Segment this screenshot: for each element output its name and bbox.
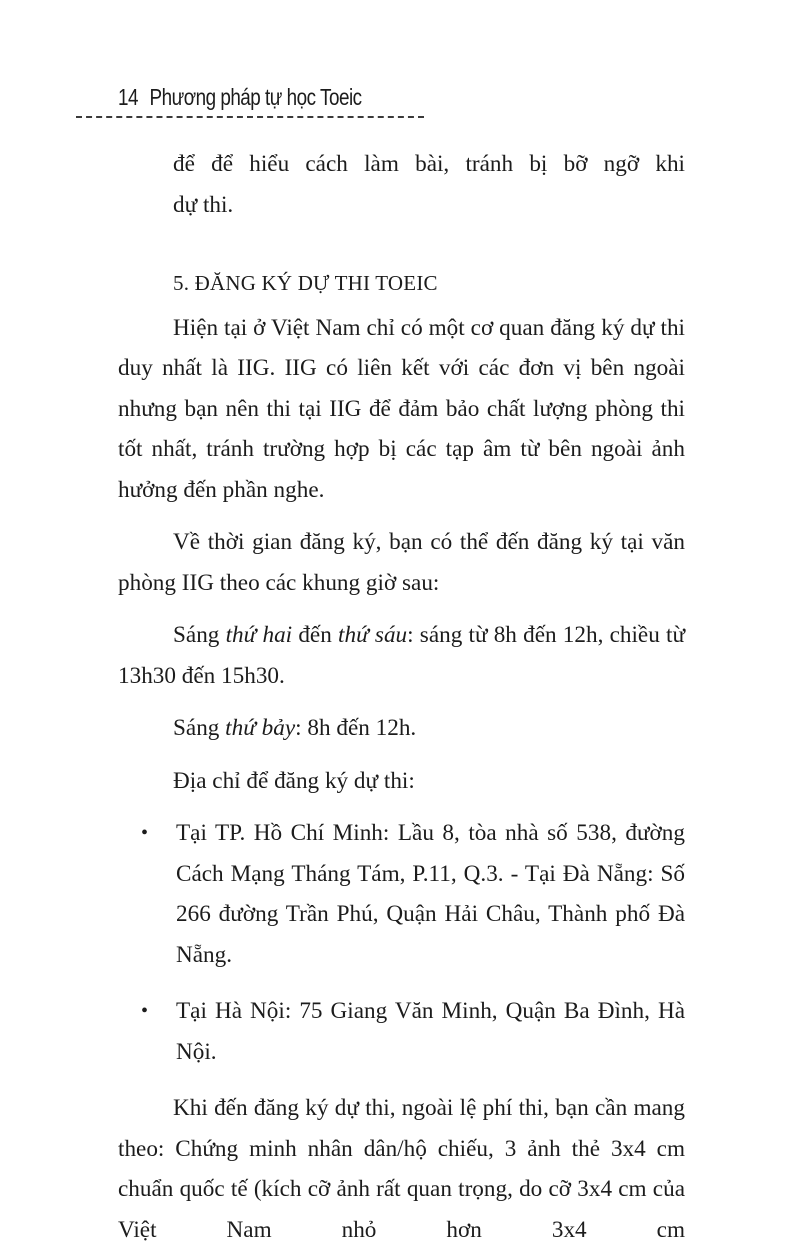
header-rule — [76, 116, 424, 118]
schedule-weekdays — [118, 615, 685, 696]
list-item-hanoi — [141, 991, 685, 1072]
list-item-hcm-danang — [141, 813, 685, 975]
schedule-weekdays-hours: : sáng từ 8h đến 12h, chiều từ 13h30 đến 15h30. — [118, 622, 686, 689]
schedule-weekdays-text-a: Sáng — [173, 622, 226, 648]
schedule-saturday — [173, 708, 685, 749]
paragraph-iig-registration: Hiện tại ở Việt Nam chỉ có một cơ quan đăng ký dự thi duy nhất là IIG. IIG có liên kết với các đơn vị bên ngoài nhưng bạn nên thi tại IIG để đảm bảo chất lượng phòng thi tốt nhất, tránh trường hợp bị các tạp âm từ bên ngoài ảnh hưởng đến phần nghe. — [118, 314, 685, 503]
page-body — [118, 144, 686, 1250]
paragraph-required-documents: Khi đến đăng ký dự thi, ngoài lệ phí thi, bạn cần mang theo: Chứng minh nhân dân/hộ chiếu, 3 ảnh thẻ 3x4 cm chuẩn quốc tế (kích cỡ ảnh rất quan trọng, do cỡ 3x4 cm của Việt Nam nhỏ hơn 3x4 cm — [118, 1095, 685, 1243]
schedule-weekdays-text-c: đến — [292, 622, 339, 648]
address-hanoi: Tại Hà Nội: 75 Giang Văn Minh, Quận Ba Đình, Hà Nội. — [176, 998, 685, 1065]
bullet-icon: • — [141, 822, 149, 844]
bullet-icon: • — [141, 1000, 149, 1022]
book-title: Phương pháp tự học Toeic — [149, 84, 362, 110]
continued-text-line-1: để để hiểu cách làm bài, tránh bị bỡ ngỡ khi — [173, 151, 685, 177]
address-list — [141, 813, 685, 1072]
address-label: Địa chỉ để đăng ký dự thi: — [173, 767, 415, 794]
schedule-weekdays-monday: thứ hai — [225, 622, 293, 648]
section-heading: 5. ĐĂNG KÝ DỰ THI TOEIC — [173, 271, 438, 295]
schedule-weekdays-friday: thứ sáu — [338, 622, 408, 648]
schedule-saturday-hours: : 8h đến 12h. — [295, 715, 417, 741]
running-header — [118, 84, 362, 124]
page-number: 14 — [118, 84, 139, 110]
address-hcm-danang: Tại TP. Hồ Chí Minh: Lầu 8, tòa nhà số 538, đường Cách Mạng Tháng Tám, P.11, Q.3. - Tại Đà Nẵng: Số 266 đường Trần Phú, Quận Hải Châu, Thành phố Đà Nẵng. — [176, 820, 685, 968]
paragraph-registration-time: Về thời gian đăng ký, bạn có thể đến đăng ký tại văn phòng IIG theo các khung giờ sau: — [118, 529, 685, 596]
continued-text-line-2: dự thi. — [173, 191, 234, 218]
schedule-saturday-day: thứ bảy — [225, 715, 296, 741]
schedule-saturday-text-a: Sáng — [173, 715, 226, 741]
